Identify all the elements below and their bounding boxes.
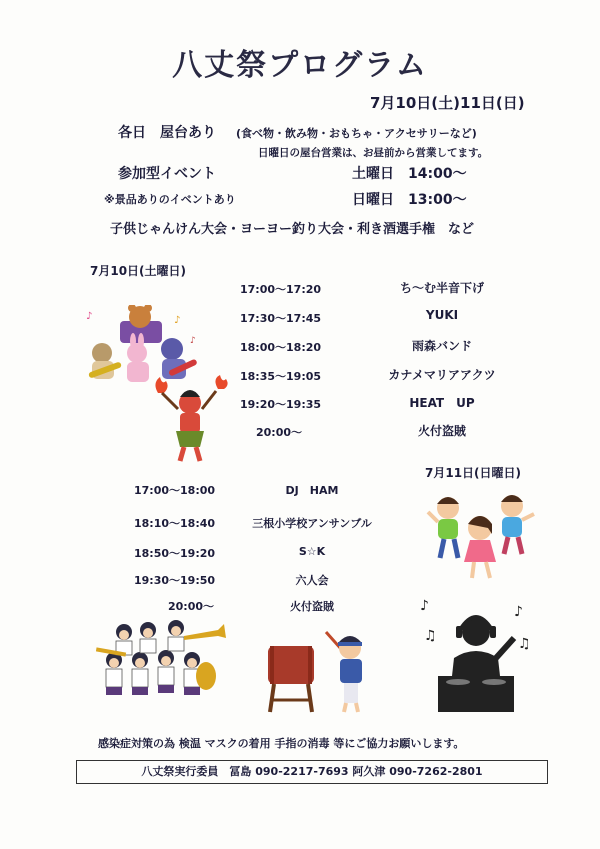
day1-heading: 7月10日(土曜日) bbox=[90, 264, 187, 278]
svg-text:♪: ♪ bbox=[420, 598, 429, 614]
svg-text:♪: ♪ bbox=[174, 315, 181, 326]
day1-time: 18:00～18:20 bbox=[240, 341, 322, 354]
day1-act: 火付盗賊 bbox=[417, 424, 466, 438]
day2-time: 18:10～18:40 bbox=[134, 517, 216, 530]
day2-time: 20:00～ bbox=[168, 600, 215, 613]
stalls-sunday-note: 日曜日の屋台営業は、お昼前から営業してます。 bbox=[258, 147, 489, 159]
stalls-main: 各日 屋台あり bbox=[118, 125, 216, 141]
day1-time: 19:20～19:35 bbox=[240, 398, 322, 411]
events-sat-time: 土曜日 14:00～ bbox=[352, 166, 467, 182]
day2-time: 18:50～19:20 bbox=[134, 547, 216, 560]
events-sun-time: 日曜日 13:00～ bbox=[352, 192, 467, 208]
day2-time: 17:00～18:00 bbox=[134, 484, 216, 497]
day2-act: S☆K bbox=[298, 545, 326, 558]
events-note: ※景品ありのイベントあり bbox=[104, 193, 236, 206]
svg-text:♫: ♫ bbox=[424, 628, 437, 644]
page-title: 八丈祭プログラム bbox=[172, 48, 428, 83]
events-list: 子供じゃんけん大会・ヨーヨー釣り大会・利き酒選手権 など bbox=[110, 222, 475, 237]
svg-text:♪: ♪ bbox=[514, 604, 523, 620]
day1-time: 17:00～17:20 bbox=[240, 283, 322, 296]
day1-time: 17:30～17:45 bbox=[240, 312, 322, 325]
fire-dancer-illustration bbox=[150, 375, 230, 465]
stalls-detail: (食べ物・飲み物・おもちゃ・アクセサリーなど) bbox=[236, 127, 477, 140]
day2-act: 火付盗賊 bbox=[290, 600, 334, 613]
day1-time: 18:35～19:05 bbox=[240, 370, 322, 383]
day1-act: ち～む半音下げ bbox=[399, 281, 484, 295]
day1-act: カナメマリアアクツ bbox=[388, 368, 496, 382]
day2-act: 三根小学校アンサンブル bbox=[252, 517, 372, 530]
day1-act: YUKI bbox=[425, 308, 459, 322]
day2-act: 六人会 bbox=[295, 574, 329, 587]
svg-text:♪: ♪ bbox=[86, 311, 93, 322]
day1-act: HEAT UP bbox=[409, 396, 475, 410]
dancing-kids-illustration bbox=[426, 488, 536, 580]
organizer-contact: 八丈祭実行委員 冨島 090-2217-7693 阿久津 090-7262-2801 bbox=[76, 760, 548, 784]
taiko-drummer-illustration bbox=[264, 622, 384, 714]
svg-text:♫: ♫ bbox=[518, 636, 531, 652]
safety-notice: 感染症対策の為 検温 マスクの着用 手指の消毒 等にご協力お願いします。 bbox=[98, 737, 465, 750]
festival-dates: 7月10日(土)11日(日) bbox=[370, 94, 525, 112]
svg-text:♪: ♪ bbox=[190, 336, 196, 346]
day1-time: 20:00～ bbox=[256, 426, 303, 439]
events-heading: 参加型イベント bbox=[118, 166, 216, 182]
dj-illustration bbox=[418, 596, 534, 716]
brass-band-illustration bbox=[96, 618, 231, 710]
day2-act: DJ HAM bbox=[285, 484, 339, 497]
day1-act: 雨森バンド bbox=[411, 339, 472, 353]
day2-time: 19:30～19:50 bbox=[134, 574, 216, 587]
day2-heading: 7月11日(日曜日) bbox=[425, 466, 522, 480]
